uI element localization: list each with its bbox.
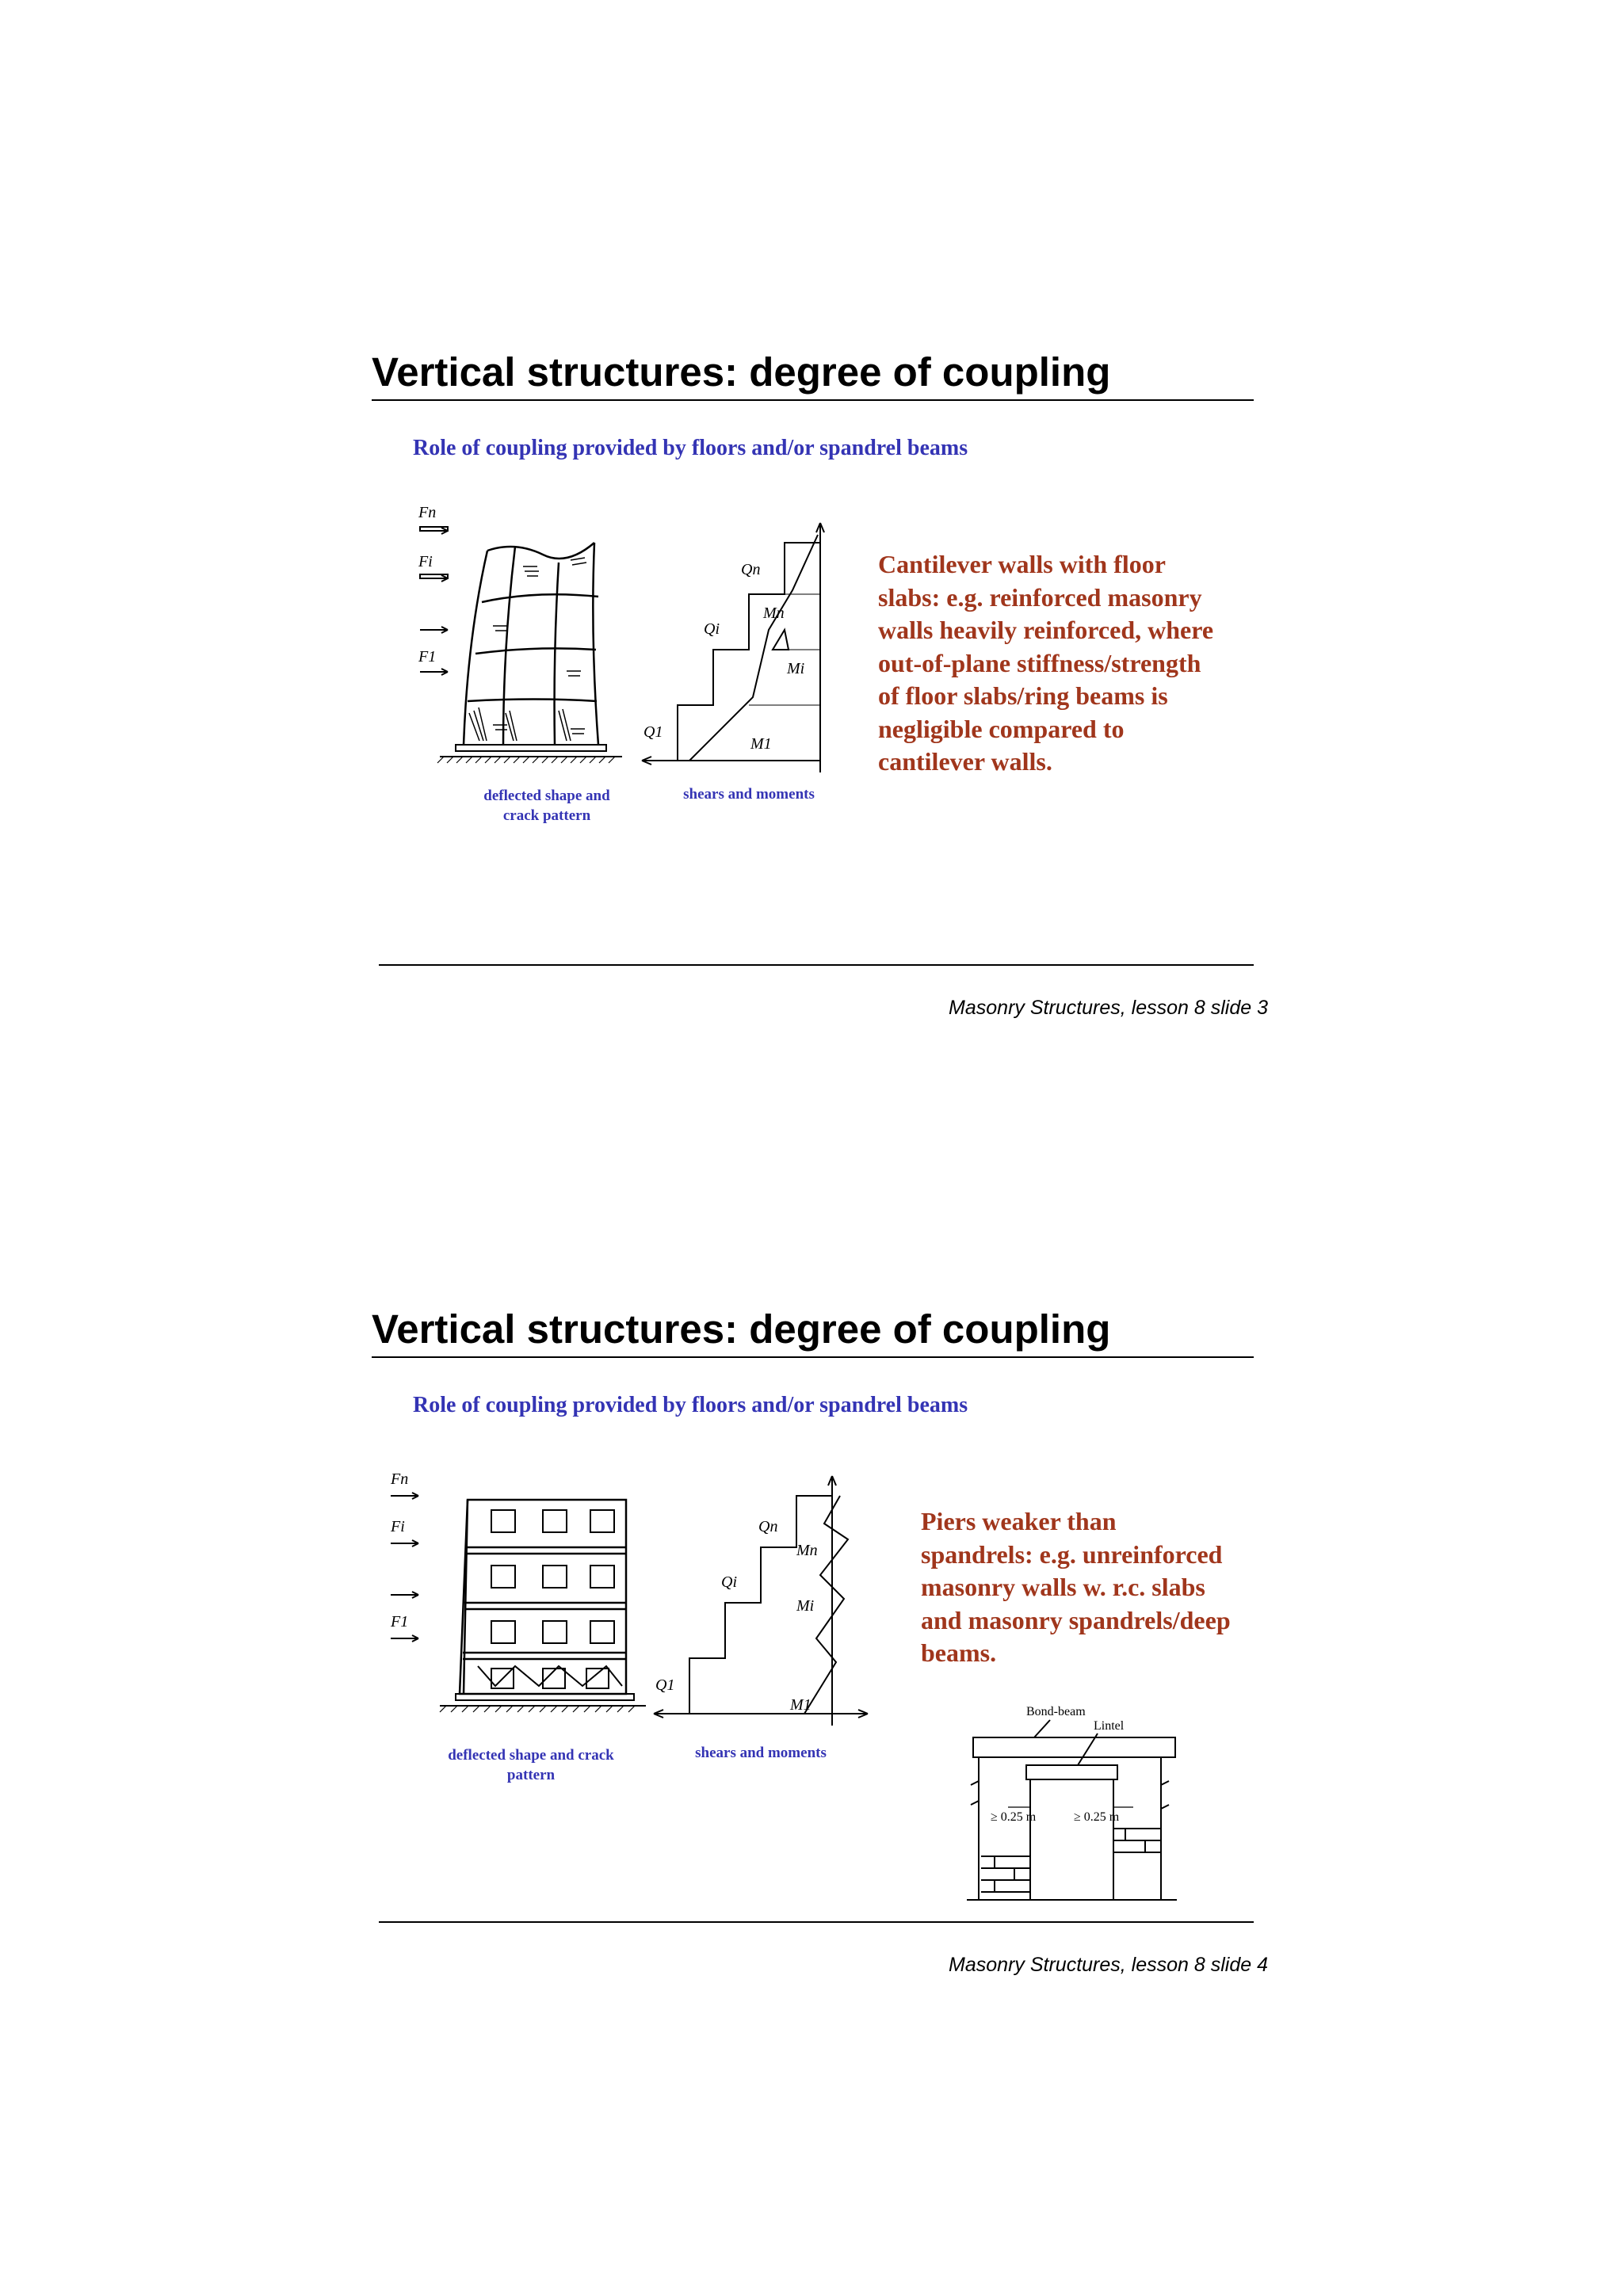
slide-4 — [0, 1306, 1623, 2256]
title-rule — [372, 1356, 1254, 1358]
footer-rule — [379, 1921, 1254, 1923]
label-Q1: Q1 — [655, 1676, 675, 1694]
label-F1: F1 — [418, 648, 437, 666]
label-Mi: Mi — [796, 1597, 815, 1615]
title-rule — [372, 399, 1254, 401]
slide-title: Vertical structures: degree of coupling — [372, 1306, 1111, 1352]
caption-shears-moments: shears and moments — [683, 786, 815, 803]
slide-body-text: Piers weaker than spandrels: e.g. unreinforced masonry walls w. r.c. slabs and masonry spandrels/deep beams. — [921, 1507, 1231, 1667]
slide-subtitle: Role of coupling provided by floors and/or spandrel beams — [413, 1393, 968, 1417]
slide-3 — [0, 349, 1623, 1299]
label-M1: M1 — [750, 735, 772, 753]
label-bond-beam: Bond-beam — [1026, 1705, 1086, 1718]
label-Qi: Qi — [704, 620, 720, 638]
label-Mi: Mi — [787, 660, 805, 677]
footer-rule — [379, 964, 1254, 966]
deflected-shape-figure — [404, 503, 642, 788]
label-Mn: Mn — [796, 1542, 818, 1559]
shears-moments-diagram — [646, 1464, 852, 1749]
slide-title: Vertical structures: degree of coupling — [372, 349, 1111, 395]
label-Q1: Q1 — [643, 723, 663, 741]
label-Mn: Mn — [763, 605, 785, 622]
label-Fi: Fi — [418, 553, 433, 570]
label-dim-right: ≥ 0.25 m — [1074, 1810, 1120, 1824]
deflected-shape-figure — [384, 1472, 646, 1757]
label-Qi: Qi — [721, 1573, 737, 1591]
shears-moments-diagram — [634, 511, 840, 796]
label-dim-left: ≥ 0.25 m — [991, 1810, 1037, 1824]
label-Qn: Qn — [741, 561, 761, 578]
caption-shears-moments: shears and moments — [695, 1745, 827, 1761]
label-Qn: Qn — [758, 1518, 778, 1535]
label-Fn: Fn — [418, 504, 437, 521]
label-Fn: Fn — [391, 1470, 409, 1488]
bond-beam-detail — [959, 1706, 1189, 1904]
caption-deflected-shape: deflected shape and crack pattern — [448, 1747, 614, 1783]
slide-footer: Masonry Structures, lesson 8 slide 3 — [949, 997, 1268, 1019]
label-M1: M1 — [790, 1696, 812, 1714]
caption-deflected-shape: deflected shape and crack pattern — [483, 788, 610, 824]
slide-body-text: Cantilever walls with floor slabs: e.g. reinforced masonry walls heavily reinforced, where out-of-plane stiffness/strength of floor slabs/ring beams is negligible compared to cantilever walls. — [878, 550, 1214, 776]
label-Fi: Fi — [391, 1518, 405, 1535]
slide-subtitle: Role of coupling provided by floors and/or spandrel beams — [413, 436, 968, 460]
label-lintel: Lintel — [1094, 1719, 1125, 1733]
label-F1: F1 — [391, 1613, 409, 1630]
slide-footer: Masonry Structures, lesson 8 slide 4 — [949, 1954, 1268, 1976]
